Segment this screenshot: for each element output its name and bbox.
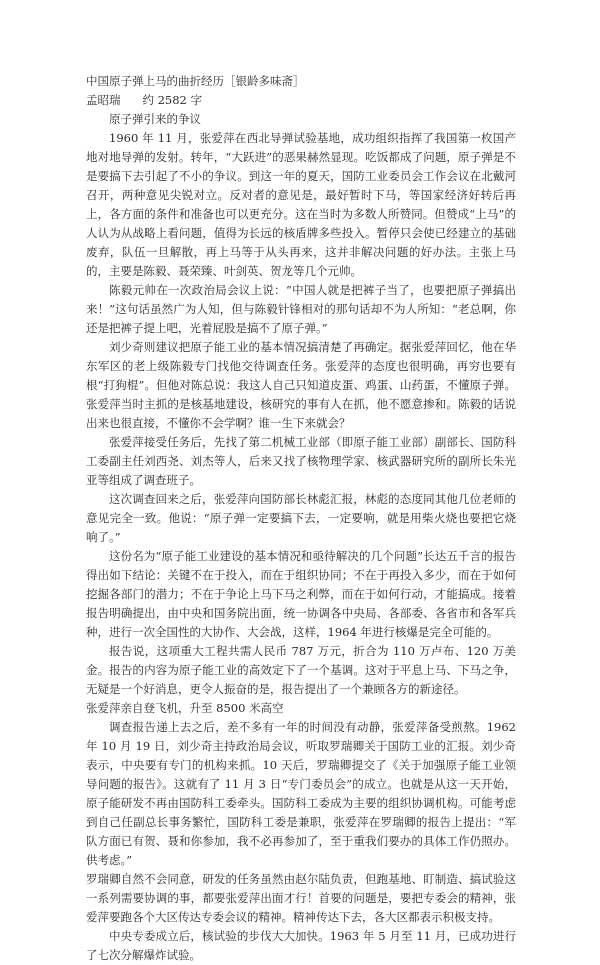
paragraph: 罗瑞卿自然不会同意，研发的任务虽然由赵尔陆负责，但跑基地、盯制造、搞试验这一系列需要协调的事，都要张爱萍出面才行！首要的问题是，要把专委会的精神，张爱萍要跑各个大区传达专委会议的精神。精神传达下去，各大区都表示积极支持。 [86, 872, 516, 924]
paragraph: 陈毅元帅在一次政治局会议上说：“中国人就是把裤子当了，也要把原子弹搞出来！”这句话虽然广为人知，但与陈毅针锋相对的那句话却不为人所知：“老总啊，你还是把裤子提上吧，光着屁股是搞不了原子弹。” [86, 283, 516, 335]
paragraph: 中央专委成立后，核试验的步伐大大加快。1963 年 5 月至 11 月，已成功进行了七次分解爆炸试验。 [86, 929, 516, 962]
article-meta [86, 91, 516, 110]
section-heading: 原子弹引来的争议 [109, 112, 201, 126]
paragraph: 张爱萍接受任务后，先找了第二机械工业部（即原子能工业部）副部长、国防科工委副主任刘西尧、刘杰等人，后来又找了核物理学家、核武器研究所的副所长朱光亚等组成了调查班子。 [86, 435, 516, 487]
article [86, 72, 516, 965]
paragraph: 调查报告递上去之后，差不多有一年的时间没有动静，张爱萍备受煎熬。1962 年 10 月 19 日，刘少奇主持政治局会议，听取罗瑞卿关于国防工业的汇报。刘少奇表示，中央要有专门的机构来抓。10 天后，罗瑞卿提交了《关于加强原子能工业领导问题的报告》。这就有了 11 月 3 日“专门委员会”的成立。也就是从这一天开始，原子能研发不再由国防科工委牵头。国防科工委成为主要的组织协调机构。可能考虑到自己任副总长事务繁忙，国防科工委是兼职，张爱萍在罗瑞卿的报告上提出：“军队方面已有贺、聂和你参加，我不必再参加了，至于重我们要办的具体工作仍照办。供考虑。” [86, 720, 516, 867]
word-count: 约 2582 字 [142, 93, 203, 107]
paragraph: 刘少奇则建议把原子能工业的基本情况搞清楚了再确定。据张爱萍回忆，他在华东军区的老上级陈毅专门找他交待调查任务。张爱萍的态度也很明确，再穷也要有根“打狗棍”。但他对陈总说：我这人自己只知道皮蛋、鸡蛋、山药蛋，不懂原子弹。张爱萍当时主抓的是核基地建设，核研究的事有人在抓，他不愿意掺和。陈毅的话说出来也很直接，不懂你不会学啊？谁一生下来就会？ [86, 340, 516, 430]
paragraph: 报告说，这项重大工程共需人民币 787 万元，折合为 110 万卢布、120 万美金。报告的内容为原子能工业的高效定下了一个基调。这对于平息上马、下马之争，无疑是一个好消息，更令人振奋的是，报告提出了一个兼顾各方的新途径。 [86, 644, 516, 696]
article-title: 中国原子弹上马的曲折经历［银龄多味斋］ [86, 74, 305, 88]
section-heading: 张爱萍亲自登飞机，升至 8500 米高空 [86, 701, 284, 715]
paragraph: 1960 年 11 月，张爱萍在西北导弹试验基地，成功组织指挥了我国第一枚国产地对地导弹的发射。转年，“大跃进”的恶果赫然显现。吃饭都成了问题，原子弹是不是要搞下去引起了不小的争议。到这一年的夏天，国防工业委员会工作会议在北戴河召开，两种意见尖锐对立。反对者的意见是，最好暂时下马，等国家经济好转后再上，各方面的条件和准备也可以更充分。这在当时为多数人所赞同。但赞成“上马”的人认为从战略上看问题，值得为长远的核盾牌多些投入。暂停只会使已经建立的基础废弃，队伍一旦解散，再上马等于从头再来，这并非解决问题的好办法。主张上马的，主要是陈毅、聂荣臻、叶剑英、贺龙等几个元帅。 [86, 131, 516, 278]
paragraph: 这次调查回来之后，张爱萍向国防部长林彪汇报，林彪的态度同其他几位老师的意见完全一致。他说：“原子弹一定要搞下去，一定要响，就是用柴火烧也要把它烧响了。” [86, 492, 516, 544]
paragraph: 这份名为“原子能工业建设的基本情况和亟待解决的几个问题”长达五千言的报告得出如下结论：关键不在于投入，而在于组织协同；不在于再投入多少，而在于如何挖掘各部门的潜力；不在于争论上马下马之利弊，而在于如何行动，才能搞成。接着报告明确提出，由中央和国务院出面，统一协调各中央局、各部委、各省市和各军兵种，进行一次全国性的大协作、大会战，这样，1964 年进行核爆是完全可能的。 [86, 549, 516, 639]
author-name: 孟昭瑞 [86, 93, 121, 107]
